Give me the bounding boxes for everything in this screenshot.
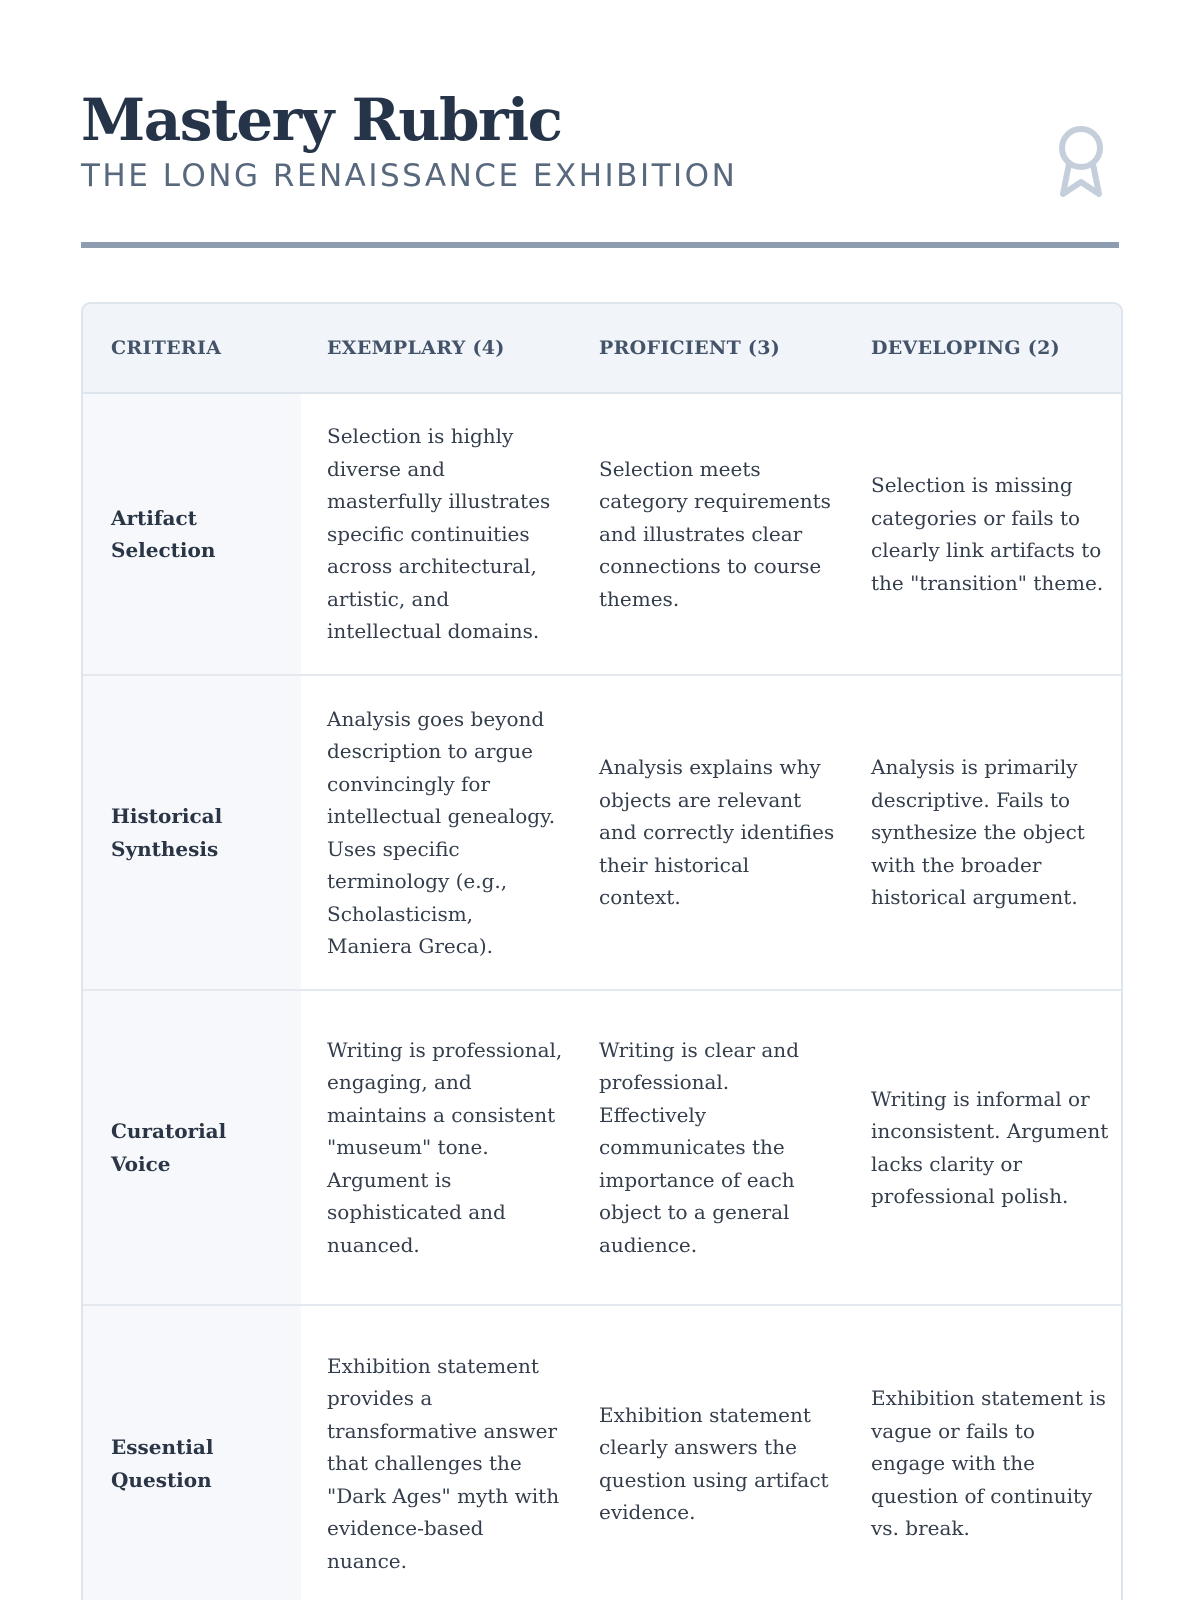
page-subtitle: THE LONG RENAISSANCE EXHIBITION bbox=[81, 158, 738, 194]
proficient-cell: Selection meets category requirements and illustrates clear connections to course themes. bbox=[599, 456, 831, 611]
table-row bbox=[83, 991, 1121, 1306]
developing-cell: Selection is missing categories or fails to clearly link artifacts to the "transition" theme. bbox=[871, 473, 1104, 595]
proficient-cell: Exhibition statement clearly answers the question using artifact evidence. bbox=[599, 1402, 829, 1524]
exemplary-cell: Selection is highly diverse and masterfully illustrates specific continuities across architectural, artistic, and intellectual domains. bbox=[327, 424, 551, 644]
exemplary-cell: Exhibition statement provides a transformative answer that challenges the "Dark Ages" myth with evidence-based nuance. bbox=[327, 1353, 560, 1573]
page-header bbox=[81, 0, 1119, 248]
proficient-cell: Writing is clear and professional. Effectively communicates the importance of each object to a general audience. bbox=[599, 1037, 799, 1257]
developing-cell: Writing is informal or inconsistent. Argument lacks clarity or professional polish. bbox=[871, 1086, 1109, 1208]
developing-cell: Analysis is primarily descriptive. Fails to synthesize the object with the broader historical argument. bbox=[871, 755, 1085, 910]
column-header-developing: DEVELOPING (2) bbox=[871, 337, 1060, 359]
table-row bbox=[83, 676, 1121, 991]
column-header-exemplary: EXEMPLARY (4) bbox=[327, 337, 505, 359]
column-header-criteria: CRITERIA bbox=[111, 337, 222, 359]
column-header-proficient: PROFICIENT (3) bbox=[599, 337, 781, 359]
exemplary-cell: Writing is professional, engaging, and maintains a consistent "museum" tone. Argument is sophisticated and nuanced. bbox=[327, 1037, 563, 1257]
table-header-row bbox=[83, 304, 1121, 394]
rubric-table bbox=[81, 302, 1123, 1600]
proficient-cell: Analysis explains why objects are relevant and correctly identifies their historical context. bbox=[599, 755, 835, 910]
header-divider bbox=[81, 242, 1119, 248]
developing-cell: Exhibition statement is vague or fails to engage with the question of continuity vs. break. bbox=[871, 1386, 1106, 1541]
table-row bbox=[83, 1306, 1121, 1600]
criterion-cell: Curatorial Voice bbox=[83, 991, 301, 1304]
criterion-cell: Essential Question bbox=[83, 1306, 301, 1600]
page-title: Mastery Rubric bbox=[81, 86, 562, 154]
criterion-cell: Artifact Selection bbox=[83, 394, 301, 674]
criterion-cell: Historical Synthesis bbox=[83, 676, 301, 989]
award-ribbon-icon bbox=[1055, 124, 1107, 200]
table-row bbox=[83, 394, 1121, 676]
exemplary-cell: Analysis goes beyond description to argue convincingly for intellectual genealogy. Uses specific terminology (e.g., Scholasticism, Maniera Greca). bbox=[327, 706, 556, 958]
